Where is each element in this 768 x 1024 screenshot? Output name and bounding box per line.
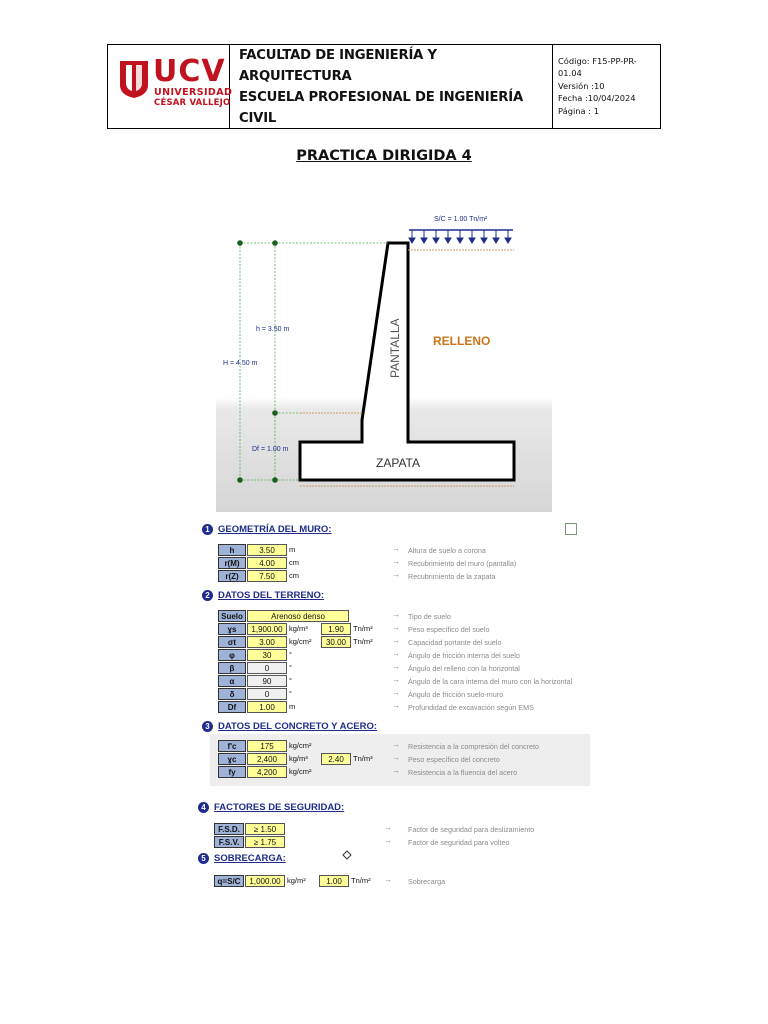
suelo-value[interactable]: Arenoso denso [247, 610, 349, 622]
section-safety-header: 4 FACTORES DE SEGURIDAD: [198, 802, 344, 813]
ucv-shield-icon [118, 59, 150, 99]
section-number: 1 [202, 524, 213, 535]
row-df: Df 1.00 m [218, 700, 295, 713]
school-name: ESCUELA PROFESIONAL DE INGENIERÍA CIVIL [239, 89, 523, 126]
header-title [230, 45, 553, 128]
retaining-wall-diagram [216, 210, 552, 512]
zapata-label: ZAPATA [376, 456, 421, 470]
row-delta: δ 0 ° [218, 687, 292, 700]
row-beta: β 0 ° [218, 661, 292, 674]
h-dimension-label: h = 3.50 m [256, 326, 290, 333]
document-meta [553, 45, 660, 128]
pantalla-label: PANTALLA [388, 318, 402, 378]
meta-code: Código: F15-PP-PR- [558, 56, 637, 66]
row-rz: r(Z) 7.50 cm [218, 569, 299, 582]
rm-value[interactable]: 4.00 [247, 557, 287, 569]
section-title: GEOMETRÍA DEL MURO: [218, 524, 332, 535]
h-value[interactable]: 3.50 [247, 544, 287, 556]
row-fc: f'c 175 kg/cm² [218, 739, 312, 752]
page-title: PRACTICA DIRIGIDA 4 [296, 148, 472, 164]
row-st: σt 3.00 kg/cm² 30.00 Tn/m² [218, 635, 373, 648]
row-fsv: F.S.V. ≥ 1.75 [214, 835, 285, 848]
section-concrete-header: 3 DATOS DEL CONCRETO Y ACERO: [202, 721, 377, 732]
input-data-sheet: 1 GEOMETRÍA DEL MURO: h 3.50 m r(M) 4.00 cm r(Z) 7.50 cm → Altura de suelo a corona → Recubrimiento del muro (pantalla) → Recubrimiento de la zapata 2 DATOS DEL TERRENO: Suelo Arenoso denso ɣs 1,900.00 kg/m³ 1.90 Tn/m³ σt 3.00 kg/cm² 30.00 Tn/m² φ 30 ° β 0 ° α 90 ° δ 0 ° Df 1.00 m → Tipo de suelo → Peso específico del suelo → Capacidad portante del suelo → Ángulo de fricción interna del suelo → Ángulo del relleno con la horizontal → Ángulo de la cara interna del muro con la horizontal → Ángulo de fricción suelo-muro → Profundidad de excavación según EMS 3 DATOS DEL CONCRETO Y ACERO: f'c 175 kg/cm² ɣc 2,400 kg/m³ 2.40 Tn/m³ fy 4,200 kg/cm² → Resistencia a la compresión del concreto → Peso específico del concreto → Resistencia a la fluencia del acero 4 FACTORES DE SEGURIDAD: F.S.D. ≥ 1.50 F.S.V. ≥ 1.75 → Factor de seguridad para deslizamiento → Factor de seguridad para volteo 5 SOBRECARGA: q=S/C 1,000.00 kg/m² 1.00 Tn/m² → Sobrecarga [190, 516, 590, 896]
faculty-name: FACULTAD DE INGENIERÍA Y ARQUITECTURA [239, 47, 437, 84]
row-phi: φ 30 ° [218, 648, 292, 661]
meta-date: Fecha :10/04/2024 [558, 93, 636, 104]
row-fy: fy 4,200 kg/cm² [218, 765, 312, 778]
cursor-icon [342, 850, 352, 860]
logo-brand: UCV [153, 54, 226, 89]
row-alpha: α 90 ° [218, 674, 292, 687]
surcharge-label: S/C = 1.00 Tn/m² [434, 216, 488, 223]
logo-university-name: UNIVERSIDAD CÉSAR VALLEJO [154, 87, 233, 108]
row-surcharge: q=S/C 1,000.00 kg/m² 1.00 Tn/m² [214, 874, 371, 887]
relleno-label: RELLENO [433, 334, 491, 348]
row-suelo: Suelo Arenoso denso [218, 609, 349, 622]
meta-code-cont: 01.04 [558, 68, 582, 79]
row-gc: ɣc 2,400 kg/m³ 2.40 Tn/m³ [218, 752, 373, 765]
section-terrain-header: 2 DATOS DEL TERRENO: [202, 590, 324, 601]
row-h: h 3.50 m [218, 543, 295, 556]
document-header [107, 44, 661, 129]
section-surcharge-header: 5 SOBRECARGA: [198, 853, 286, 864]
row-gs: ɣs 1,900.00 kg/m³ 1.90 Tn/m³ [218, 622, 373, 635]
row-rm: r(M) 4.00 cm [218, 556, 299, 569]
section-geometry-header [202, 524, 331, 535]
rz-value[interactable]: 7.50 [247, 570, 287, 582]
H-dimension-label: H = 4.50 m [223, 360, 258, 367]
ucv-logo [108, 45, 233, 128]
row-fsd: F.S.D. ≥ 1.50 [214, 822, 285, 835]
meta-version: Versión :10 [558, 80, 605, 91]
df-dimension-label: Df = 1.00 m [252, 446, 289, 453]
meta-page: Página : 1 [558, 105, 599, 116]
